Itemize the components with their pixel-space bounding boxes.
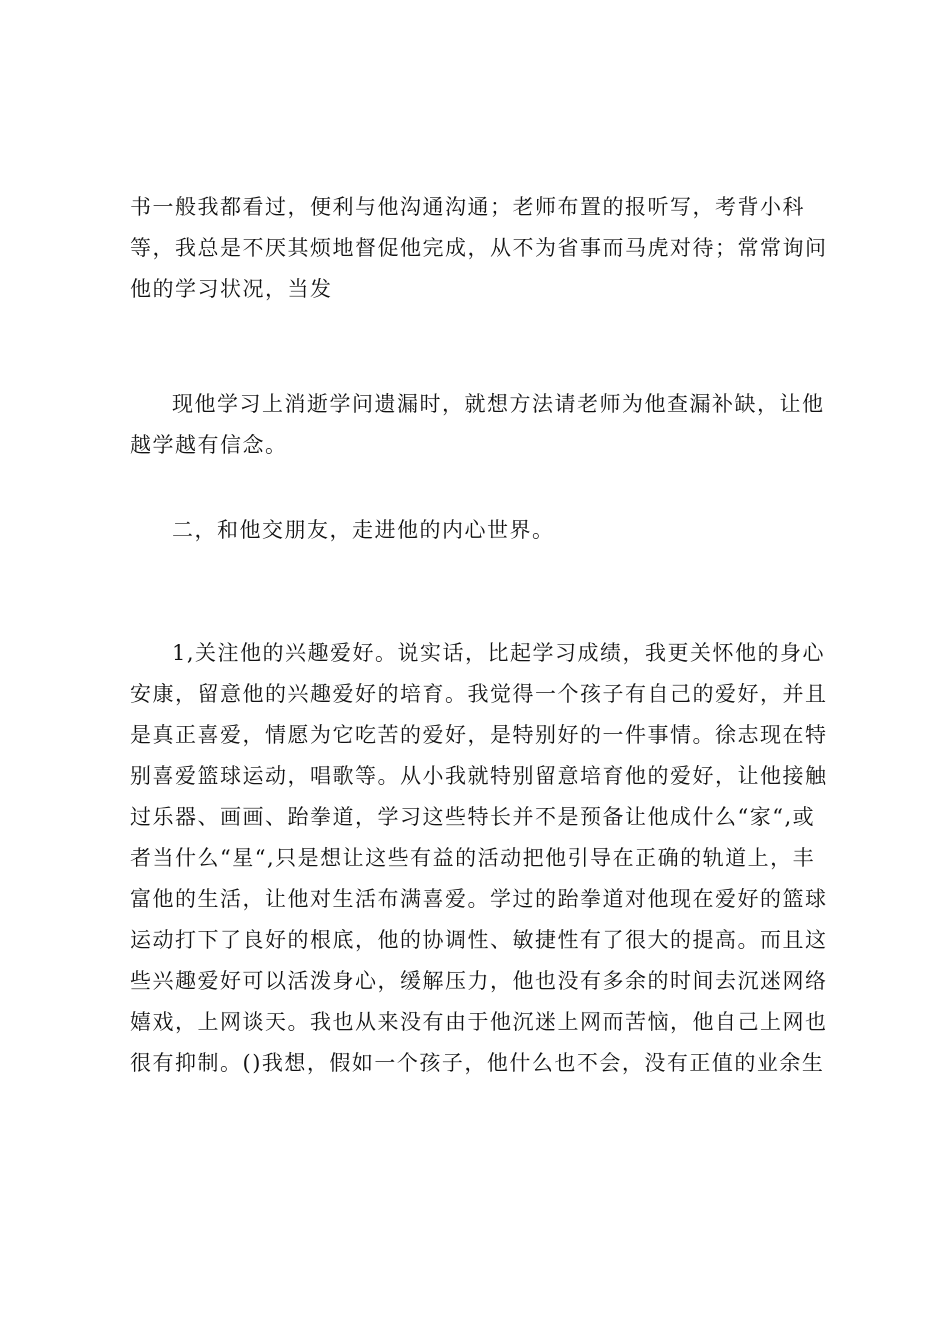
text-line: 书一般我都看过，便利与他沟通沟通；老师布置的报听写，考背小科 — [130, 195, 805, 219]
paragraph-2 — [130, 384, 830, 466]
section-heading — [130, 510, 830, 551]
text-line: 别喜爱篮球运动，唱歌等。从小我就特别留意培育他的爱好，让他接触 — [130, 764, 828, 788]
text-line: 越学越有信念。 — [130, 433, 288, 457]
text-line: 二，和他交朋友，走进他的内心世界。 — [172, 518, 555, 542]
text-line: 些兴趣爱好可以活泼身心，缓解压力，他也没有多余的时间去沉迷网络 — [130, 969, 828, 993]
text-line: 嬉戏，上网谈天。我也从来没有由于他沉迷上网而苦恼，他自己上网也 — [130, 1010, 828, 1034]
text-line: 者当什么“星“,只是想让这些有益的活动把他引导在正确的轨道上，丰 — [130, 846, 816, 870]
text-line: 很有抑制。()我想，假如一个孩子，他什么也不会，没有正值的业余生 — [130, 1051, 825, 1075]
text-line: 安康，留意他的兴趣爱好的培育。我觉得一个孩子有自己的爱好，并且 — [130, 682, 828, 706]
text-line: 是真正喜爱，情愿为它吃苦的爱好，是特别好的一件事情。徐志现在特 — [130, 723, 828, 747]
paragraph-3 — [130, 633, 830, 1084]
paragraph-1 — [130, 187, 830, 310]
text-line: 现他学习上消逝学问遗漏时，就想方法请老师为他查漏补缺，让他 — [172, 392, 825, 416]
text-line: 他的学习状况，当发 — [130, 277, 333, 301]
text-line: 过乐器、画画、跆拳道，学习这些特长并不是预备让他成什么“家“,或 — [130, 805, 816, 829]
text-line: 富他的生活，让他对生活布满喜爱。学过的跆拳道对他现在爱好的篮球 — [130, 887, 828, 911]
text-line: 1,关注他的兴趣爱好。说实话，比起学习成绩，我更关怀他的身心 — [172, 641, 826, 665]
text-line: 运动打下了良好的根底，他的协调性、敏捷性有了很大的提高。而且这 — [130, 928, 828, 952]
text-line: 等，我总是不厌其烦地督促他完成，从不为省事而马虎对待；常常询问 — [130, 236, 828, 260]
